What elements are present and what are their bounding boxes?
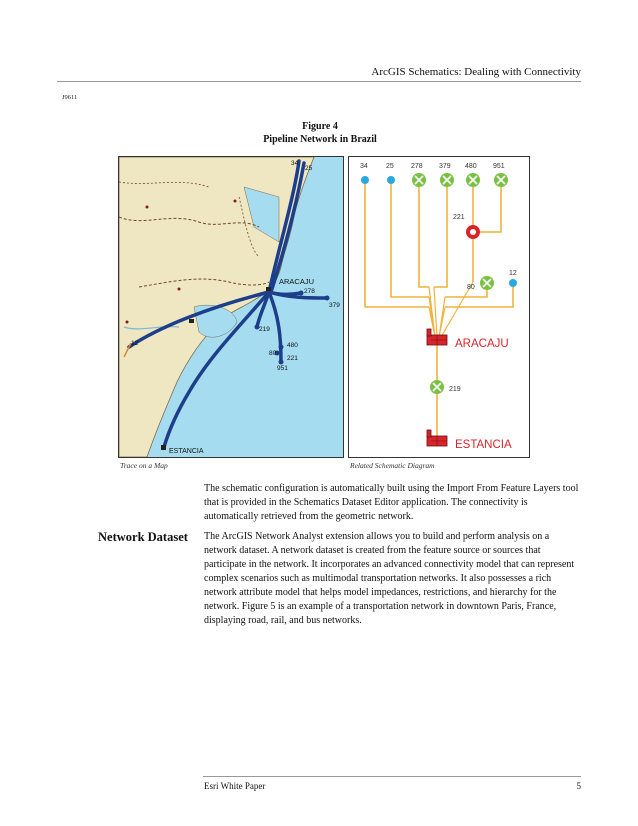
map-label-278: 278 [304, 288, 315, 295]
map-label-aracaju: ARACAJU [279, 277, 315, 286]
schem-label-25: 25 [386, 163, 394, 170]
map-facility [178, 288, 181, 291]
schem-label-221: 221 [453, 214, 465, 221]
schematic-diagram-graphic [349, 157, 529, 457]
schem-line-12 [445, 283, 513, 307]
schem-label-278: 278 [411, 163, 423, 170]
running-header: ArcGIS Schematics: Dealing with Connectivity [371, 66, 581, 78]
map-town-aracaju [266, 287, 271, 291]
schem-line-379 [434, 180, 447, 287]
map-facility [146, 206, 149, 209]
map-node-951 [279, 360, 284, 365]
page-number: 5 [576, 781, 581, 791]
map-label-12: 12 [131, 340, 139, 347]
schem-line-951 [473, 180, 501, 232]
network-dataset-heading: Network Dataset [98, 530, 188, 544]
schem-node-12 [509, 279, 517, 287]
schem-line-25 [391, 180, 429, 297]
pipeline-map-graphic [119, 157, 343, 457]
map-label-951: 951 [277, 365, 288, 372]
map-node-379 [325, 296, 330, 301]
schem-label-estancia: ESTANCIA [455, 439, 512, 451]
map-label-80: 80 [269, 350, 277, 357]
footer-divider [203, 776, 581, 777]
map-label-219: 219 [259, 326, 270, 333]
schem-label-480: 480 [465, 163, 477, 170]
schematic-diagram [348, 156, 530, 458]
map-label-379: 379 [329, 302, 340, 309]
diagram-caption: Related Schematic Diagram [350, 461, 435, 470]
intro-paragraph: The schematic configuration is automatically built using the Import From Feature Layers tool that is provided in the Schematics Dataset Editor application. The connectivity is automatically retrieved from the geometric network. [204, 483, 579, 522]
schem-valve-951 [494, 173, 508, 187]
figure-title: Pipeline Network in Brazil [263, 134, 377, 145]
figure-heading [220, 120, 420, 146]
schem-label-12: 12 [509, 270, 517, 277]
map-facility [126, 321, 129, 324]
network-dataset-paragraph: The ArcGIS Network Analyst extension allows you to build and perform analysis on a network dataset. A network dataset is created from the feature source or sources that participate in the network. It incorporates an advanced connectivity model that can represent complex scenarios such as multimodal transportation networks. It also possesses a rich network attribute model that helps model impedances, restrictions, and hierarchy for the network. Figure 5 is an example of a transportation network in downtown Paris, France, displaying road, rail, and bus networks. [204, 531, 575, 626]
schem-label-aracaju: ARACAJU [455, 338, 509, 350]
schem-line-278 [419, 180, 429, 287]
map-facility [234, 200, 237, 203]
map-label-221: 221 [287, 355, 298, 362]
map-town-marker [189, 319, 194, 323]
schem-valve-219 [430, 380, 444, 394]
schem-valve-80 [480, 276, 494, 290]
schem-valve-480 [466, 173, 480, 187]
schem-label-34: 34 [360, 163, 368, 170]
schem-valve-379 [440, 173, 454, 187]
map-label-estancia: ESTANCIA [169, 448, 204, 455]
map-node-278 [299, 291, 304, 296]
header-divider [57, 81, 581, 82]
map-label-34: 34 [291, 160, 299, 167]
schem-valve-group [412, 173, 508, 394]
schem-label-80: 80 [467, 284, 475, 291]
schem-node-34 [361, 176, 369, 184]
map-label-480: 480 [287, 342, 298, 349]
pipeline-map [118, 156, 344, 458]
schem-node-25 [387, 176, 395, 184]
schematic-line-group [365, 180, 513, 437]
schem-valve-221 [466, 225, 480, 239]
schem-label-219: 219 [449, 386, 461, 393]
schem-label-379: 379 [439, 163, 451, 170]
map-node-480 [279, 345, 284, 350]
footer-publication: Esri White Paper [204, 781, 266, 791]
document-code: J9611 [62, 94, 78, 101]
figure-number: Figure 4 [302, 121, 338, 132]
map-caption: Trace on a Map [120, 461, 168, 470]
schem-label-951: 951 [493, 163, 505, 170]
map-town-estancia [161, 445, 166, 450]
schem-valve-278 [412, 173, 426, 187]
map-label-25: 25 [305, 165, 313, 172]
